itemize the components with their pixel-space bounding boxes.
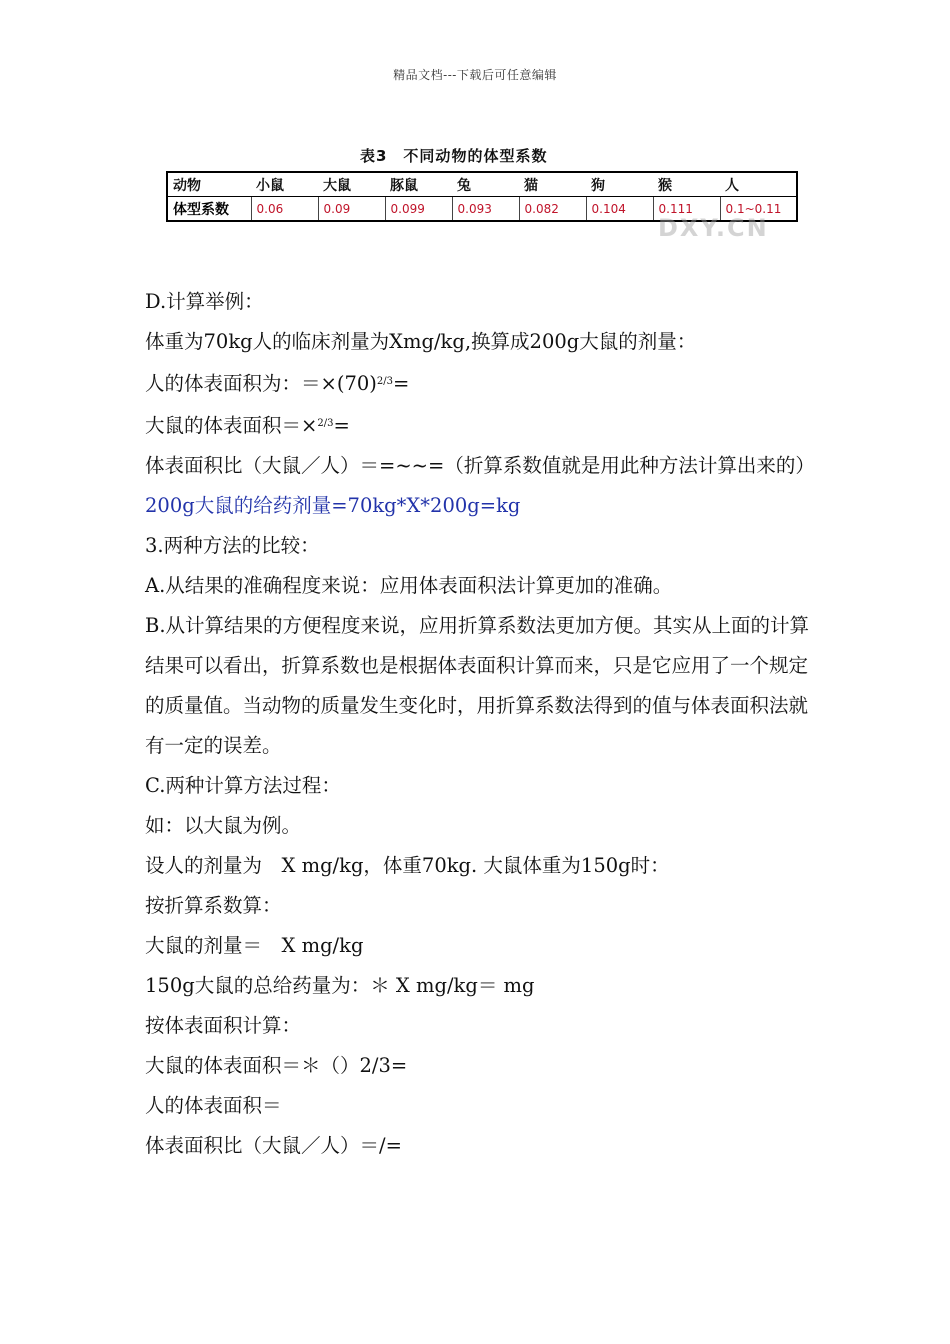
text-line: A.从结果的准确程度来说：应用体表面积法计算更加的准确。 — [145, 574, 673, 597]
text-line: 体表面积比（大鼠／人）＝/= — [145, 1134, 402, 1157]
document-body — [145, 282, 813, 1166]
formula-text: 人的体表面积为：＝×(70) — [145, 372, 377, 395]
text-line: 3.两种方法的比较： — [145, 534, 320, 557]
text-line: 按体表面积计算： — [145, 1014, 302, 1037]
text-line: 大鼠的体表面积＝＊（）2/3= — [145, 1054, 408, 1077]
text-paragraph: B.从计算结果的方便程度来说，应用折算系数法更加方便。其实从上面的计算结果可以看出，折算系数也是根据体表面积计算而来，只是它应用了一个规定的质量值。当动物的质量发生变化时，用折算系数法得到的值与体表面积法就有一定的误差。 — [145, 614, 810, 757]
coef-cat: 0.082 — [519, 197, 586, 222]
coef-guinea-pig: 0.099 — [385, 197, 452, 222]
text-line: 如：以大鼠为例。 — [145, 814, 302, 837]
animal-monkey: 猴 — [653, 172, 720, 197]
row-label-animal: 动物 — [167, 172, 251, 197]
table-title: 表3 不同动物的体型系数 — [360, 147, 548, 165]
text-line: 体表面积比（大鼠／人）＝=~~=（折算系数值就是用此种方法计算出来的） — [145, 454, 815, 477]
animal-cat: 猫 — [519, 172, 586, 197]
watermark: DXY.CN — [658, 214, 769, 242]
text-line: 设人的剂量为 X mg/kg，体重70kg. 大鼠体重为150g时： — [145, 854, 670, 877]
formula-end: = — [392, 372, 410, 395]
text-line: 150g大鼠的总给药量为：＊ X mg/kg＝ mg — [145, 974, 535, 997]
text-line: 按折算系数算： — [145, 894, 282, 917]
text-line: 人的体表面积＝ — [145, 1094, 282, 1117]
text-line: 体重为70kg人的临床剂量为Xmg/kg,换算成200g大鼠的剂量： — [145, 330, 697, 353]
coef-human: 0.1~0.11 — [725, 201, 782, 216]
animal-human: 人 — [720, 172, 797, 197]
text-line: 大鼠的剂量＝ X mg/kg — [145, 934, 364, 957]
exponent: 2/3 — [317, 418, 334, 429]
coef-rabbit: 0.093 — [452, 197, 519, 222]
exponent: 2/3 — [376, 376, 393, 387]
coef-dog: 0.104 — [586, 197, 653, 222]
animal-dog: 狗 — [586, 172, 653, 197]
row-label-coefficient: 体型系数 — [167, 197, 251, 222]
animal-guinea-pig: 豚鼠 — [385, 172, 452, 197]
text-line: D.计算举例： — [145, 290, 264, 313]
page-header: 精品文档---下载后可任意编辑 — [393, 68, 557, 82]
animal-rat: 大鼠 — [318, 172, 385, 197]
coef-rat: 0.09 — [318, 197, 385, 222]
text-line: C.两种计算方法过程： — [145, 774, 341, 797]
formula-text: 大鼠的体表面积＝× — [145, 414, 318, 437]
highlighted-line: 200g大鼠的给药剂量=70kg*X*200g=kg — [145, 494, 521, 517]
formula-end: = — [333, 414, 350, 437]
text-line — [145, 404, 813, 446]
coef-monkey: 0.111 — [653, 197, 720, 222]
animal-mouse: 小鼠 — [251, 172, 318, 197]
text-line — [145, 362, 813, 404]
animal-rabbit: 兔 — [452, 172, 519, 197]
coef-mouse: 0.06 — [251, 197, 318, 222]
table-header-row — [167, 172, 797, 197]
